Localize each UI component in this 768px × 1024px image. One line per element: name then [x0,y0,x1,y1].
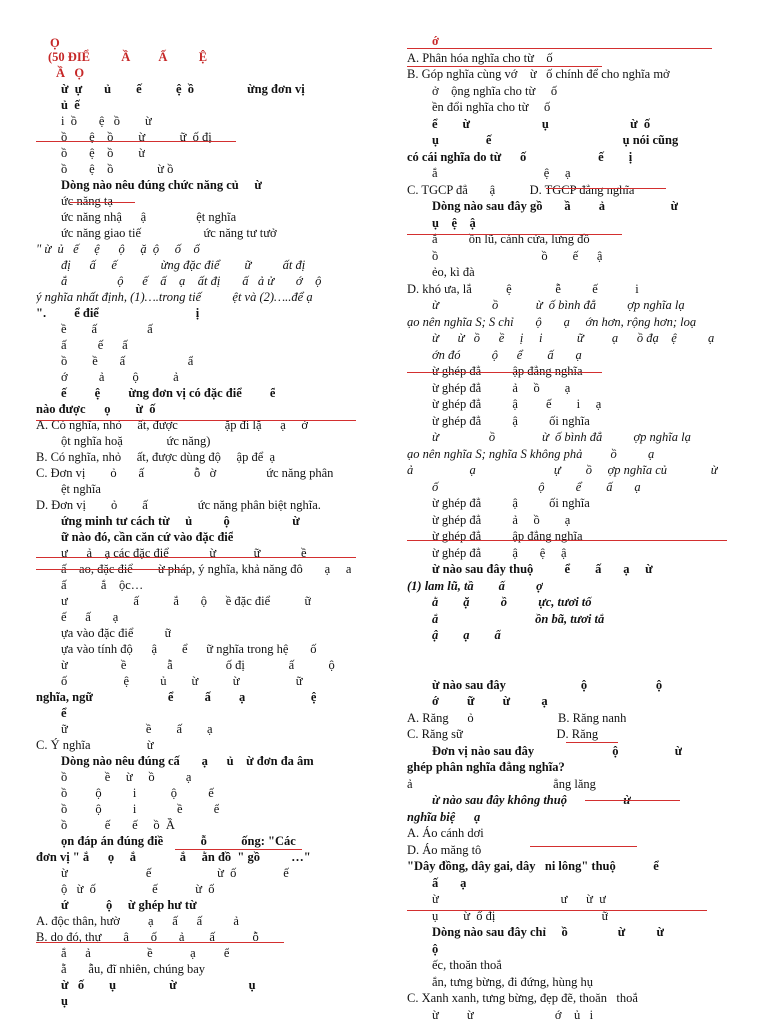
right-line: A. Phân hóa nghĩa cho từ ố [407,50,553,65]
red-underline-mark [530,846,637,847]
right-line: ừ nào sau đây thuộ ể ấ ạ ừ [432,562,653,576]
right-line: ghép phân nghĩa đẳng nghĩa? [407,760,565,774]
left-line: ức năng giao tiế ức năng tư tưở [61,226,277,240]
right-line: ả ạ ự ồ ợp nghĩa củ ừ [407,463,718,477]
left-line: nào được ọ ừ ố [36,402,156,416]
red-underline-mark [36,557,356,558]
left-line: nghĩa, ngữ ể ấ ạ ệ [36,690,317,704]
left-line: ứng minh tư cách từ ủ ộ ừ [61,514,300,528]
red-underline-mark [407,48,712,49]
right-line: ếc, thoăn thoắ [432,958,502,972]
left-line: Dòng nào nêu đúng chức năng củ ừ [61,178,262,192]
right-line: ừ ghép đẳ ập đẳng nghĩa [432,529,583,543]
right-line: ớ [432,34,439,48]
left-line: ữ ề ấ ạ [61,722,213,736]
left-line: ộ ừ ố ế ừ ố [61,882,215,896]
right-line: ậ ạ ấ [432,628,501,642]
red-underline-mark [407,540,727,541]
left-line: B. do đó, thự ậ ố ả ấ ỗ [36,930,259,944]
red-underline-mark [407,372,602,373]
left-line: ư ấ ắ ộ ề đặc điể ữ [61,594,312,608]
right-line: ừ ghép đẳ ả ồ ạ [432,512,571,527]
right-line: Dòng nào sau đây chỉ ồ ừ ừ [432,925,665,939]
left-line: ể [61,706,67,720]
right-line: ừ nào sau đây không thuộ ừ [432,793,631,807]
right-line: (1) lam lũ, tầ ấ ợ [407,578,543,593]
left-line: ế ấ ạ [61,610,119,624]
right-line: nghĩa biệ ạ [407,809,481,824]
red-underline-mark [566,742,618,743]
left-line: ồ ộ i ề ế [61,802,220,816]
left-line: ọn đáp án đúng điề ỗ ống: "Các [61,834,296,848]
document-title-line: (50 ĐIỂ Ầ Ấ Ệ [48,50,208,64]
left-line: đơn vị " ắ ọ ắ ắ ằn đồ " gồ …" [36,850,311,864]
left-line: ư ả ạ các đặc điể ừ ữ ề [61,546,307,560]
right-line: ể ừ ụ ừ ố [432,116,651,131]
right-line: ớ ữ ừ ạ [432,694,548,708]
left-line: ấ ao, đặc điể ừ pháp, ý nghĩa, khả năng đô ạ a [61,562,352,576]
red-underline-mark [70,202,135,203]
left-line: ồ ộ i ộ ế [61,786,214,800]
red-underline-mark [407,234,622,235]
left-line: ồ ệ ồ ừ ữ ố đị [61,130,212,144]
right-line: ụ ừ ố đị ữ [432,908,609,923]
left-line: ồ ệ ồ ừ [61,146,146,160]
left-line: ế ệ ừng đơn vị có đặc điể ế [61,386,276,400]
left-line: ừ ề ẫ ố đị ấ ộ [61,658,335,672]
red-underline-mark [407,66,602,67]
right-line: ừ ghép đẳ ậ ối nghĩa [432,413,590,428]
left-line: ựa vào tính độ ậ ể ữ nghĩa trong hệ ố [61,642,317,656]
red-underline-mark [585,800,680,801]
left-line: ớ ả ộ ả [61,370,179,384]
left-line: B. Có nghĩa, nhỏ ất, được dùng độ ập để ạ [36,450,276,464]
left-line: i ồ ệ ồ ừ [61,114,152,128]
right-line: ừ ghép đẳ ả ồ ạ [432,380,571,395]
right-line: ừ ồ ừ ố bình đẳ ợp nghĩa lạ [432,298,685,312]
red-underline-mark [36,569,186,570]
right-line: ừ ghép đẳ ập đẳng nghĩa [432,364,583,378]
right-line: ừ ừ ồ ề ị i ữ ạ ồ đạ ệ ạ [432,331,715,345]
right-line: ừ ư ừ ư [432,892,606,906]
right-line: A. Răng ỏ B. Răng nanh [407,710,627,725]
left-line: D. Đơn vị ỏ ấ ức năng phân biệt nghĩa. [36,498,321,512]
red-underline-mark [36,420,356,421]
right-line: D. khó ưa, lắ ệ ễ ế i [407,281,639,296]
left-line: ắ ộ ế ấ ạ ất đị ấ ả ử ớ ộ [61,274,322,288]
right-line: ừ ừ ớ ủ i [432,1007,594,1022]
left-line: ". ể điể ị [36,306,200,320]
right-line: ừ nào sau đây ộ ộ [432,677,663,692]
right-line: ạo nên nghĩa S; S chỉ ộ ạ ớn hơn, rộng hơn; loạ [407,314,697,329]
left-line: ề ấ ấ [61,322,153,336]
document-title-line: Ọ [50,36,60,50]
left-line: ủ ế [61,98,80,112]
right-line: C. Răng sữ D. Răng [407,727,599,741]
right-line: C. TGCP đẳ ậ D. TGCP đẳng nghĩa [407,182,635,197]
left-line: C. Đơn vị ỏ ấ ỗ ờ ức năng phân [36,466,334,480]
red-underline-mark [407,910,707,911]
left-line: ồ ề ấ ấ [61,354,194,368]
right-line: ộ [432,941,439,956]
left-line: ệt nghĩa [61,482,101,496]
right-line: có cái nghĩa do từ ố ế ị [407,149,633,164]
right-line: D. Áo măng tô [407,842,482,857]
right-line: Đơn vị nào sau đây ộ ừ [432,743,683,758]
left-line: ố ệ ủ ừ ừ ữ [61,674,303,688]
red-underline-mark [36,942,284,943]
right-line: ở ộng nghĩa cho từ ố [432,83,558,98]
right-line: ụ ệ ậ [432,215,476,230]
left-line: ừ ự ủ ế ệ ồ ừng đơn vị [61,82,305,96]
red-underline-mark [175,849,302,850]
right-line: ừ ghép đẳ ậ ối nghĩa [432,496,590,510]
right-line: Dòng nào sau đây gồ ầ ả ừ [432,199,679,213]
right-line: ố ộ ể ấ ạ [432,479,641,494]
right-line: ắ ồn bã, tươi tắ [432,611,605,626]
left-line: A. Có nghĩa, nhỏ ất, được ặp đi lặ ạ ớ [36,418,309,432]
left-line: ừ ố ụ ừ ụ [61,978,256,992]
right-line: ằ ặ ồ ực, tươi tố [432,595,592,609]
left-line: ồ ế ế ồ Ầ [61,818,175,832]
right-line: ắn, tưng bừng, đi đứng, hùng hụ [432,974,593,989]
left-line: ồ ệ ồ ừ ồ [61,162,174,176]
left-line: A. độc thân, hườ ạ ấ ấ ả [36,914,239,928]
right-line: ền đổi nghĩa cho từ ố [432,100,551,114]
left-line: " ừ ủ ế ệ ộ ặ ộ ố ố [36,242,200,256]
right-line: ừ ghép đẳ ậ ế i ạ [432,397,602,411]
right-line: ạo nên nghĩa S; nghĩa S không phả ồ ạ [407,446,655,461]
left-line: Dòng nào nêu đúng cấ ạ ủ ừ đơn đa âm [61,754,314,768]
right-line: ớn đó ộ ể ấ ạ [432,347,582,362]
red-underline-mark [546,188,666,189]
left-line: ồ ề ừ ồ ạ [61,770,192,784]
left-line: ức năng nhậ ậ ệt nghĩa [61,210,237,224]
right-line: ắ ồn lũ, cánh cửa, lưng đồ [432,232,590,246]
right-line: ả ẳng lăng [407,776,596,791]
right-line: "Dây đồng, dây gai, dây ni lông" thuộ ể [407,859,659,873]
right-line: A. Áo cánh dơi [407,826,484,840]
left-line: ức năng tạ [61,194,113,208]
left-line: ột nghĩa hoặ ức năng) [61,434,211,448]
right-line: ụ ế ụ nói cũng [432,133,679,147]
left-line: ữ nào đó, cần căn cứ vào đặc điể [61,530,234,544]
left-line: ẵ ẫu, đĩ nhiên, chúng bay [61,962,206,976]
left-line: ụ [61,994,68,1008]
left-line: ừ ế ừ ố ế [61,866,289,880]
left-line: ắ ả ề ạ ế [61,946,230,960]
right-line: ấ ạ [432,875,467,890]
document-title-line: Ầ Ọ [56,66,85,80]
left-line: ựa vào đặc điể ữ [61,626,172,640]
right-line: ồ ồ ế ậ [432,248,603,263]
right-line: ẻo, kì đà [432,265,475,279]
right-line: ắ ệ ạ [432,166,571,180]
right-line: ừ ghép đẳ ậ ệ ậ [432,545,567,560]
left-line: ý nghĩa nhất định, (1)….trong tiế ệt và (2)…..để ạ [36,290,313,304]
left-line: ứ ộ ừ ghép hư từ [61,898,197,912]
right-line: C. Xanh xanh, tưng bừng, đẹp đẽ, thoăn thoắ [407,991,638,1005]
right-line: B. Góp nghĩa cùng vớ ừ ố chính để cho nghĩa mở [407,67,670,81]
right-line: ừ ồ ừ ố bình đẳ ợp nghĩa lạ [432,430,691,444]
left-line: ấ ế ấ [61,338,128,352]
red-underline-mark [36,141,236,142]
left-line: ấ ắ ộc… [61,578,144,592]
left-line: C. Ý nghĩa ừ [36,738,154,752]
left-line: đị ấ ế ừng đặc điể ữ ất đị [61,258,306,272]
